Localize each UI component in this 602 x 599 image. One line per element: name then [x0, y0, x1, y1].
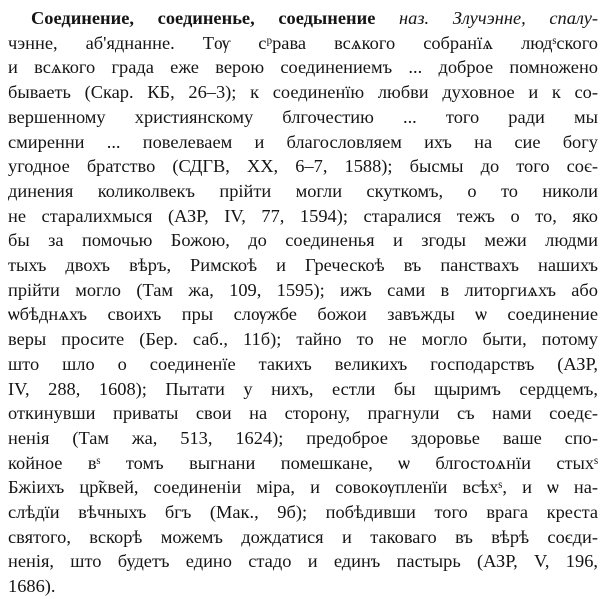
entry-line: койное вˢ томъ выгнани помешкане, ѡ блгостоѧнїи стыхˢ — [8, 452, 598, 473]
entry-line: динения коликолвекъ прійти могли скуткомъ, о то николи — [8, 180, 598, 201]
entry-line: святого, вскорѣ можемъ дождатися и таковаго въ вѣрѣ соєди- — [8, 526, 598, 547]
entry-line: прійти могло (Там жа, 109, 1595); ижъ сами в литоргиѧхъ або — [8, 279, 598, 300]
headword: Соединение, соединенье, соедынение — [31, 8, 376, 28]
entry-line: Бжіихъ цр̃квей, соединеніи міра, и совокѹпленїи всѣхˢ, и ѡ на- — [8, 477, 598, 498]
entry-line: вершенному християнскому блгочестию ... того ради мы — [8, 106, 598, 127]
entry-line: 1686). — [8, 576, 56, 597]
entry-line: не старалихмыся (АЗР, IV, 77, 1594); старалися тежъ о то, яко — [8, 205, 598, 226]
entry-line: бываеть (Скар. КБ, 26–3); к соединенїю любви духовное и к со- — [8, 82, 598, 103]
entry-line: чэнне, аб'яднанне. Тѹ сᵖрава всѧкого собранїѧ людˢского — [8, 32, 598, 53]
entry-line: IV, 288, 1608); Пытати у нихъ, естли бы щыримъ сердцемъ, — [8, 378, 598, 399]
entry-line: и всѧкого града еже верою соединениемъ ... доброе помножено — [8, 57, 598, 78]
entry-line: ненія (Там жа, 513, 1624); предоброе здоровье ваше спо- — [8, 427, 598, 448]
entry-line: откинувши приваты свои на сторону, прагнули съ нами соедє- — [8, 403, 598, 424]
entry-line: смиренни ... повелеваем и благословляем ихъ на сие богу — [8, 131, 598, 152]
entry-line: што шло о соединенїе такихъ великихъ господарствъ (АЗР, — [8, 353, 598, 374]
entry-line: слѣдїи вѣчныхъ бгъ (Мак., 9б); побѣдивши того врага креста — [8, 502, 598, 523]
entry-line: веры просите (Бер. саб., 11б); тайно то не могло быти, потому — [8, 329, 598, 350]
entry-line: ѡбѣднѧхъ своихъ пры слѹжбе божои завъжды ѡ соединение — [8, 304, 598, 325]
entry-line: тыхъ двохъ вѣръ, Римскоѣ и Греческоѣ въ панствахъ нашихъ — [8, 255, 598, 276]
entry-line: угодное братство (СДГВ, XX, 6–7, 1588); бысмы до того соє- — [8, 156, 598, 177]
entry-first-line — [8, 6, 598, 31]
entry-line: бы за помочью Божою, до соединенья и згоды межи людми — [8, 230, 598, 251]
translation-lead: наз. Злучэнне, спалу- — [375, 8, 598, 28]
entry-line: ненія, што будетъ едино стадо и единъ пастырь (АЗР, V, 196, — [8, 551, 598, 572]
